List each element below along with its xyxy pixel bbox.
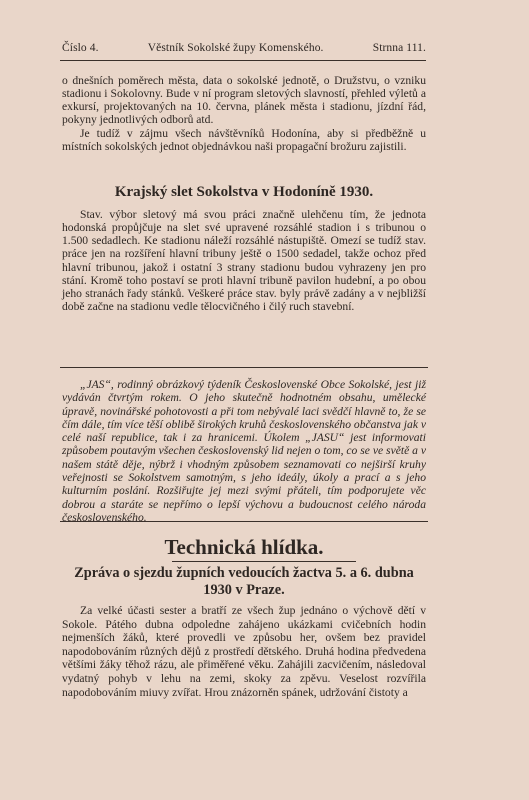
- intro-section: [62, 74, 426, 153]
- slet-section: [62, 208, 426, 313]
- page-number: Strnna 111.: [372, 42, 426, 54]
- page-header: [62, 42, 426, 54]
- intro-paragraph-2: Je tudíž v zájmu všech návštěvníků Hodonína, aby si předběžně u místních sokolských jednot objednávkou naši propagační brožuru zajistili.: [62, 126, 426, 153]
- technicka-underline: [172, 561, 356, 562]
- technicka-heading: Technická hlídka.: [164, 535, 324, 559]
- intro-paragraph: o dnešních poměrech města, data o sokolské jednotě, o Družstvu, o vzniku stadionu i Sokolovny. Bude v ní program sletových slavností, přehled výletů a exkursí, projektovaných na 10. června, plánek města i stadionu, jízdní řád, pokyny jednotlivých odborů atd.: [62, 74, 426, 127]
- technicka-paragraph: Za velké účasti sester a bratří ze všech žup jednáno o výchově dětí v Sokole. Pátého dubna odpoledne zahájeno ukázkami cvičebních hodin nejmenších žáků, které provedli ve způsobu her, ovšem bez pravidel napodobováním různých dějů z prostředí dětského. Druhá hodina předvedena většími žáky těhož rázu, ale přiměřené věku. Zahájili zacvičením, následoval vydatný pohyb v lehu na zemi, skoky za zpěvu. Veselost rozvířila napodobováním miuvy zvířat. Hrou znázorněn spánek, udržování čistoty a: [62, 604, 426, 699]
- notice-bottom-rule: [60, 521, 428, 522]
- technicka-section: [62, 604, 426, 699]
- notice-top-rule: [60, 367, 428, 368]
- jas-notice: [62, 378, 426, 524]
- jas-notice-text: „JAS“, rodinný obrázkový týdeník Československé Obce Sokolské, jest již vydáván čtvrtým rokem. O jeho skutečně hodnotném obsahu, umělecké úpravě, novinářské pohotovosti a při tom nebývalé laci svědčí hlavně to, že se čím dále, tím více těší oblibě širokých kruhů československého občanstva jak v celé naší republice, tak i za hranicemi. Úkolem „JASU“ jest informovati způsobem poutavým všechen československý lid nejen o tom, co se ve světě a v našem státě děje, nýbrž i vhodným způsobem seznamovati co nejširší kruhy veřejnosti se Sokolstvem samotným, s jeho ideály, úkoly a prací a s jeho kulturním poslání. Rozšiřujte jej mezi svými přáteli, tím podporujete věc dobrou a staráte se nepřímo o lepší výchovu a budoucnost celého národa československého.: [62, 378, 427, 524]
- slet-heading: Krajský slet Sokolstva v Hodoníně 1930.: [114, 184, 374, 200]
- journal-title: Věstník Sokolské župy Komenského.: [147, 42, 324, 54]
- header-divider: [60, 60, 426, 61]
- issue-number: Číslo 4.: [62, 42, 99, 54]
- slet-paragraph: Stav. výbor sletový má svou práci značně ulehčenu tím, že jednota hodonská propůjčuje na slet své upravené rozsáhlé stadion i s tribunou o 1.500 sedadlech. Ke stadionu náleží rozsáhlé nástupiště. Omezí se tudíž stav. práce jen na rozšíření hlavní tribuny ještě o 1500 sedadel, takže ochoz před hlavní tribunou, jakož i ostatní 3 strany stadionu budou vyhrazeny jen pro stání. Kromě toho postaví se proti hlavní tribuně pavilon hudební, a po obou jeho stranách řady stánků. Veškeré práce stav. byly právě zadány a v nejbližší době začne na stadionu vedle tělocvičného i čilý ruch stavební.: [62, 208, 426, 314]
- technicka-subheading: Zpráva o sjezdu župních vedoucích žactva 5. a 6. dubna 1930 v Praze.: [74, 565, 414, 598]
